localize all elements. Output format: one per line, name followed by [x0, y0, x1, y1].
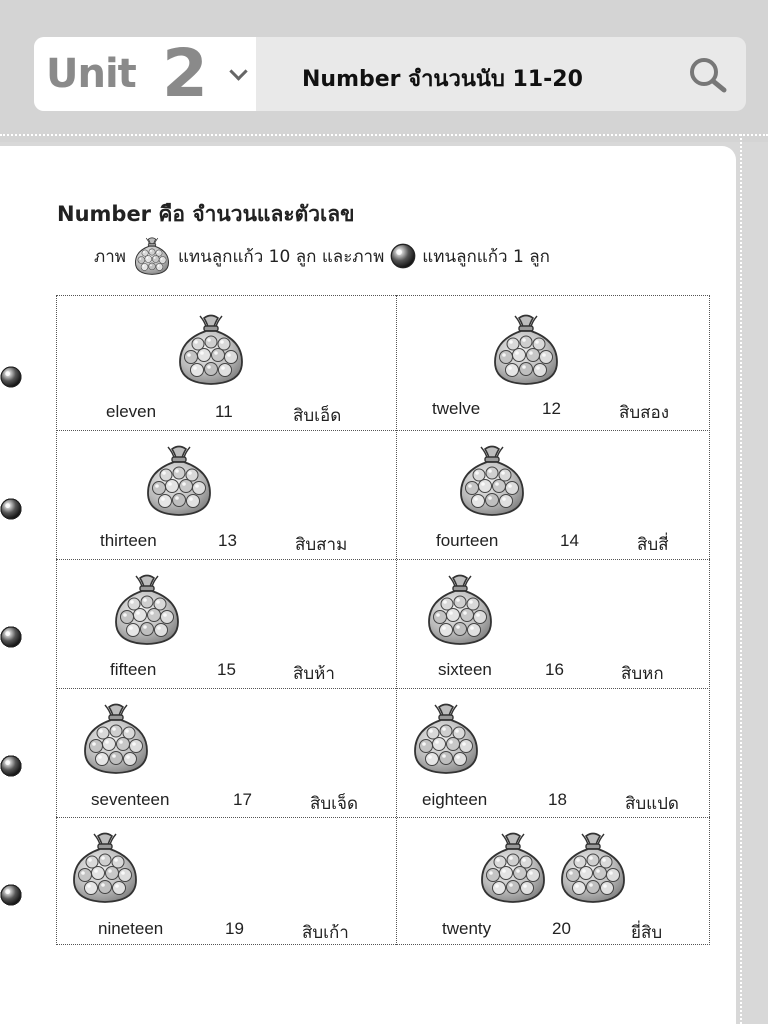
marble-icon — [0, 498, 22, 524]
marble-bag-icon — [457, 443, 527, 522]
number-thai: สิบสอง — [619, 403, 670, 422]
number-word: fifteen — [110, 660, 157, 679]
number-digit: 17 — [233, 790, 252, 809]
number-digit: 18 — [548, 790, 567, 809]
marble-bag-icon — [491, 312, 561, 391]
number-digit: 14 — [560, 531, 579, 550]
number-word: fourteen — [436, 531, 499, 550]
marble-bag-icon — [425, 572, 495, 651]
grid-row-divider — [56, 430, 710, 431]
marble-bag-icon — [70, 830, 140, 909]
number-digit: 20 — [552, 919, 571, 938]
number-digit: 11 — [215, 402, 233, 421]
number-digit: 16 — [545, 660, 564, 679]
number-thai: สิบเอ็ด — [293, 406, 342, 425]
chevron-down-icon[interactable] — [229, 62, 247, 80]
section-title: Number คือ จำนวนและตัวเลข — [57, 202, 355, 226]
number-word: sixteen — [438, 660, 492, 679]
marble-icon — [390, 243, 416, 269]
number-word: twelve — [432, 399, 481, 418]
legend-prefix: ภาพ — [94, 246, 126, 267]
marble-bag-icon — [478, 830, 548, 909]
legend — [94, 236, 550, 276]
number-thai: สิบห้า — [293, 664, 335, 683]
unit-title: Number จำนวนนับ 11-20 — [302, 67, 583, 92]
number-thai: สิบสาม — [295, 535, 348, 554]
number-thai: สิบสี่ — [637, 535, 669, 554]
number-digit: 15 — [217, 660, 236, 679]
number-thai: สิบเก้า — [302, 923, 349, 942]
number-thai: สิบแปด — [625, 794, 679, 813]
number-word: seventeen — [91, 790, 170, 809]
number-word: twenty — [442, 919, 492, 938]
number-thai: ยี่สิบ — [631, 923, 663, 942]
grid-row-divider — [56, 817, 710, 818]
marble-bag-icon — [411, 701, 481, 780]
number-thai: สิบหก — [621, 664, 664, 683]
unit-header — [34, 37, 746, 111]
number-digit: 19 — [225, 919, 244, 938]
number-thai: สิบเจ็ด — [310, 794, 358, 813]
unit-number: 2 — [162, 37, 208, 111]
marble-bag-icon — [558, 830, 628, 909]
marble-bag-icon — [112, 572, 182, 651]
marble-bag-icon — [132, 236, 172, 276]
number-word: thirteen — [100, 531, 157, 550]
marble-bag-icon — [81, 701, 151, 780]
grid-row-divider — [56, 559, 710, 560]
unit-selector[interactable] — [34, 37, 256, 111]
dotted-divider — [0, 134, 768, 136]
number-word: eighteen — [422, 790, 488, 809]
grid-column-divider — [396, 295, 397, 945]
search-icon[interactable] — [686, 55, 730, 95]
number-word: nineteen — [98, 919, 164, 938]
number-word: eleven — [106, 402, 157, 421]
marble-icon — [0, 884, 22, 910]
marble-icon — [0, 626, 22, 652]
number-digit: 12 — [542, 399, 561, 418]
legend-bag-text: แทนลูกแก้ว 10 ลูก และภาพ — [177, 246, 385, 267]
unit-label: Unit — [46, 51, 136, 97]
marble-icon — [0, 366, 22, 392]
legend-marble-text: แทนลูกแก้ว 1 ลูก — [422, 246, 550, 267]
grid-row-divider — [56, 688, 710, 689]
marble-icon — [0, 755, 22, 781]
dotted-divider-right — [740, 134, 742, 1024]
marble-bag-icon — [176, 312, 246, 391]
number-digit: 13 — [218, 531, 237, 550]
marble-bag-icon — [144, 443, 214, 522]
